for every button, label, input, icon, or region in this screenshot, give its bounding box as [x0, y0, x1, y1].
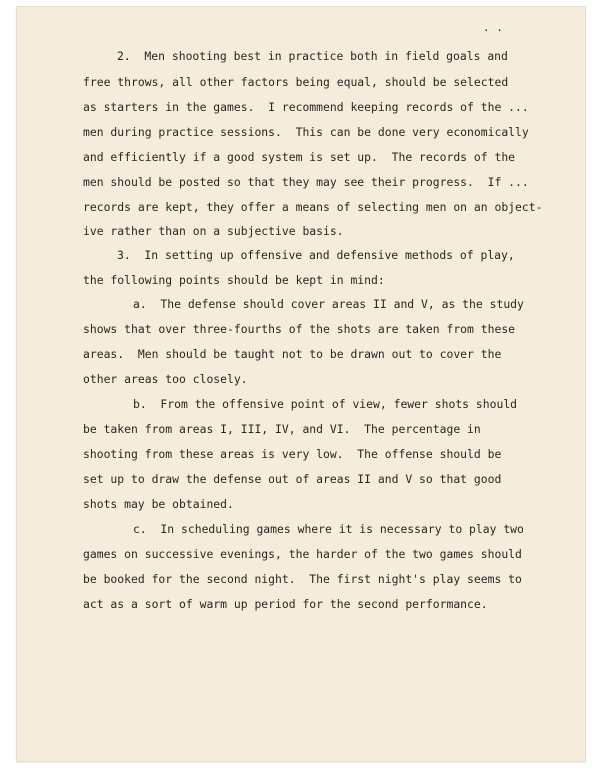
text-line: the following points should be kept in mind: — [83, 273, 385, 287]
text-line: shots may be obtained. — [83, 497, 234, 511]
typed-text-body — [17, 7, 585, 761]
text-line: 2. Men shooting best in practice both in field goals and — [117, 49, 508, 63]
text-line: games on successive evenings, the harder of the two games should — [83, 547, 522, 561]
text-line: men should be posted so that they may see their progress. If ... — [83, 175, 529, 189]
text-line: be booked for the second night. The first night's play seems to — [83, 572, 522, 586]
text-line: areas. Men should be taught not to be drawn out to cover the — [83, 347, 502, 361]
text-line: a. The defense should cover areas II and V, as the study — [133, 297, 524, 311]
text-line: act as a sort of warm up period for the second performance. — [83, 597, 488, 611]
text-line: free throws, all other factors being equal, should be selected — [83, 75, 509, 89]
text-line: and efficiently if a good system is set up. The records of the — [83, 150, 516, 164]
text-line: shooting from these areas is very low. The offense should be — [83, 447, 502, 461]
text-line: set up to draw the defense out of areas II and V so that good — [83, 472, 502, 486]
text-line: shows that over three-fourths of the shots are taken from these — [83, 322, 516, 336]
text-line: men during practice sessions. This can be done very economically — [83, 125, 529, 139]
paper-sheet — [16, 6, 586, 762]
text-line: ive rather than on a subjective basis. — [83, 224, 344, 238]
text-line: b. From the offensive point of view, fewer shots should — [133, 397, 518, 411]
text-line: be taken from areas I, III, IV, and VI. The percentage in — [83, 422, 481, 436]
text-line: other areas too closely. — [83, 372, 248, 386]
text-line: 3. In setting up offensive and defensive methods of play, — [117, 248, 515, 262]
corner-mark: . . — [483, 21, 503, 34]
text-line: as starters in the games. I recommend keeping records of the ... — [83, 100, 529, 114]
text-line: c. In scheduling games where it is necessary to play two — [133, 522, 524, 536]
text-line: records are kept, they offer a means of selecting men on an object- — [83, 200, 543, 214]
